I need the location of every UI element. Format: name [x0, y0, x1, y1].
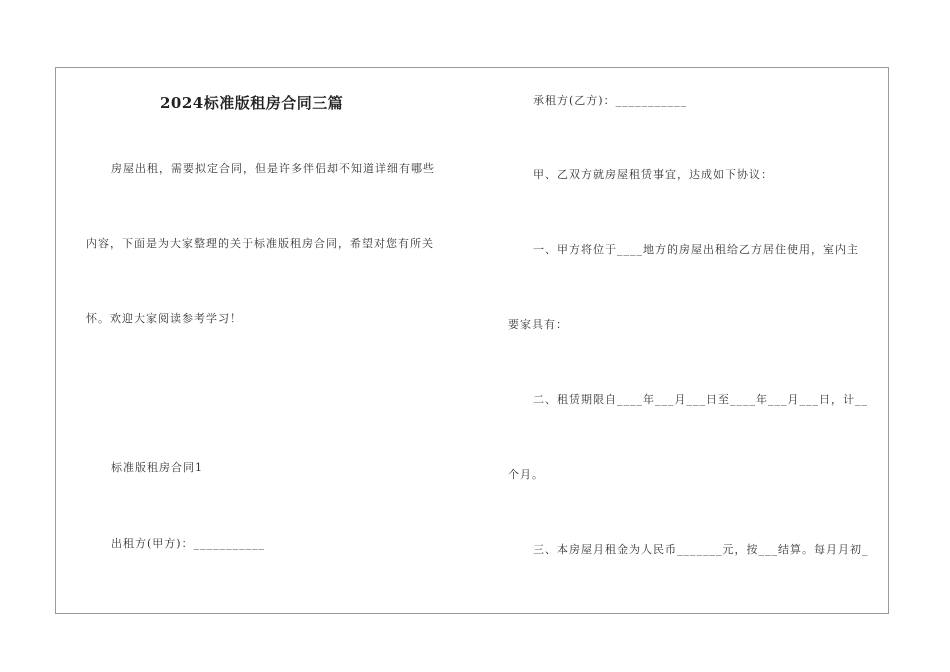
party-a-line: 出租方(甲方)：___________ — [111, 537, 266, 550]
clause-2-line: 二、租赁期限自____年___月___日至____年___月___日，计__ — [533, 393, 868, 406]
clause-3-line: 三、本房屋月租金为人民币_______元，按___结算。每月月初_ — [533, 543, 869, 556]
party-b-line: 承租方(乙方)：___________ — [533, 94, 688, 107]
document-page — [55, 67, 889, 614]
agreement-intro: 甲、乙双方就房屋租赁事宜，达成如下协议： — [533, 168, 773, 181]
paragraph-line: 内容，下面是为大家整理的关于标准版租房合同，希望对您有所关 — [86, 237, 434, 250]
document-title: 2024标准版租房合同三篇 — [160, 94, 344, 112]
clause-1-continued: 要家具有： — [508, 318, 568, 331]
section-heading: 标准版租房合同1 — [111, 461, 203, 474]
clause-1-line: 一、甲方将位于____地方的房屋出租给乙方居住使用，室内主 — [533, 243, 859, 256]
paragraph-line: 怀。欢迎大家阅读参考学习！ — [86, 312, 242, 325]
paragraph-line: 房屋出租，需要拟定合同，但是许多伴侣却不知道详细有哪些 — [111, 162, 435, 175]
clause-2-continued: 个月。 — [508, 468, 544, 481]
